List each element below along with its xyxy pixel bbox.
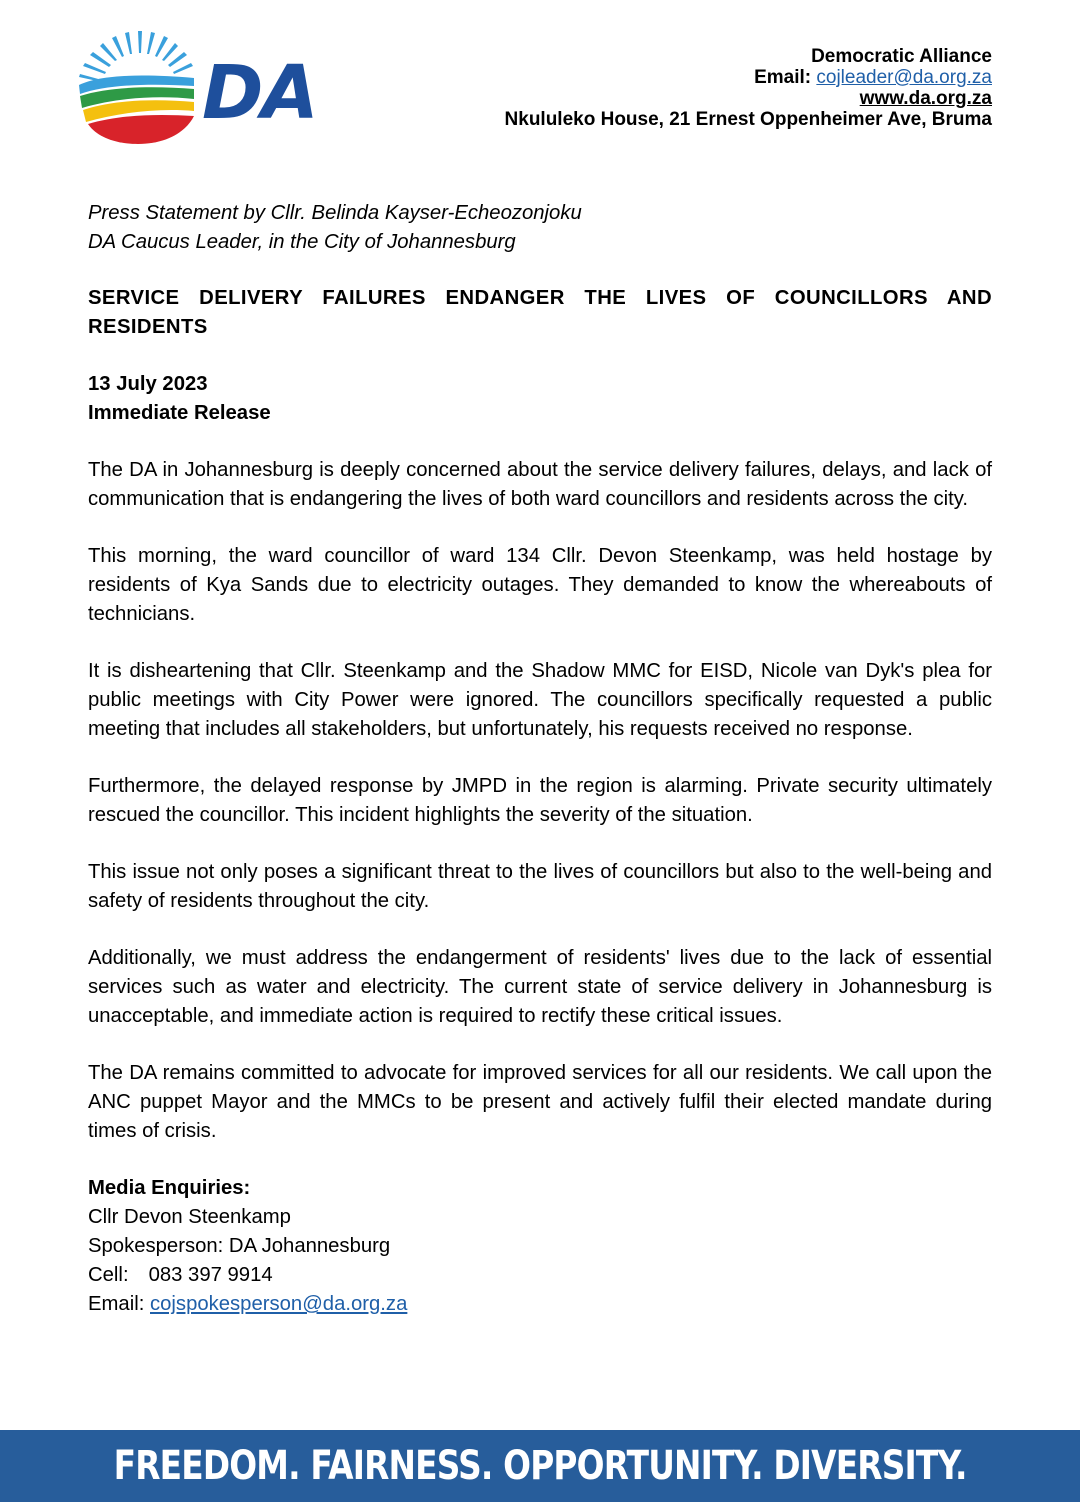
media-cell-number: 083 397 9914 [148,1264,273,1286]
body-paragraph: It is disheartening that Cllr. Steenkamp and the Shadow MMC for EISD, Nicole van Dyk's plea for public meetings with City Power were ignored. The councillors specifically requested a public meeting that includes all stakeholders, but unfortunately, his requests received no response. [88,660,992,740]
header-email-line [505,67,992,88]
media-email-label: Email: [88,1293,145,1315]
body-paragraph: This morning, the ward councillor of ward 134 Cllr. Devon Steenkamp, was held hostage by residents of Kya Sands due to electricity outages. They demanded to know the whereabouts of technicians. [88,545,992,625]
footer-banner [0,1430,1080,1502]
statement-body [88,199,992,1319]
logo-red-stripe [88,115,194,144]
logo-da-text: DA [202,50,317,136]
media-contact-name: Cllr Devon Steenkamp [88,1206,291,1228]
media-heading: Media Enquiries: [88,1177,251,1199]
header-email-label: Email: [754,67,812,88]
website-link[interactable]: www.da.org.za [859,88,992,109]
media-email-line [88,1290,992,1319]
sun-rays-icon [79,31,193,82]
header-email-link[interactable]: cojleader@da.org.za [816,67,992,88]
media-enquiries [88,1174,992,1319]
body-paragraph: The DA in Johannesburg is deeply concerned about the service delivery failures, delays, and lack of communication that is endangering the lives of both ward councillors and residents across the city. [88,459,992,510]
date-block [88,370,992,428]
body-paragraph: The DA remains committed to advocate for improved services for all our residents. We call upon the ANC puppet Mayor and the MMCs to be present and actively fulfil their elected mandate during times of crisis. [88,1062,992,1142]
da-logo [76,28,338,148]
statement-date: 13 July 2023 [88,373,208,395]
footer-slogan: FREEDOM. FAIRNESS. OPPORTUNITY. DIVERSITY. [113,1443,967,1489]
media-email-link[interactable]: cojspokesperson@da.org.za [150,1293,408,1315]
office-address: Nkululeko House, 21 Ernest Oppenheimer Ave, Bruma [504,109,992,130]
body-paragraph: This issue not only poses a significant threat to the lives of councillors but also to the well-being and safety of residents throughout the city. [88,861,992,912]
release-type: Immediate Release [88,402,271,424]
media-cell-label: Cell: [88,1264,129,1286]
body-paragraph: Additionally, we must address the endangerment of residents' lives due to the lack of essential services such as water and electricity. The current state of service delivery in Johannesburg is unacceptable, and immediate action is required to rectify these critical issues. [88,947,992,1027]
byline-role: DA Caucus Leader, in the City of Johannesburg [88,231,516,253]
media-contact-role: Spokesperson: DA Johannesburg [88,1235,391,1257]
contact-block [505,46,992,130]
media-cell-line [88,1261,992,1290]
org-name: Democratic Alliance [811,46,992,67]
byline-author: Press Statement by Cllr. Belinda Kayser-Echeozonjoku [88,202,582,224]
statement-title: SERVICE DELIVERY FAILURES ENDANGER THE LIVES OF COUNCILLORS AND RESIDENTS [88,287,992,338]
body-paragraph: Furthermore, the delayed response by JMPD in the region is alarming. Private security ultimately rescued the councillor. This incident highlights the severity of the situation. [88,775,992,826]
